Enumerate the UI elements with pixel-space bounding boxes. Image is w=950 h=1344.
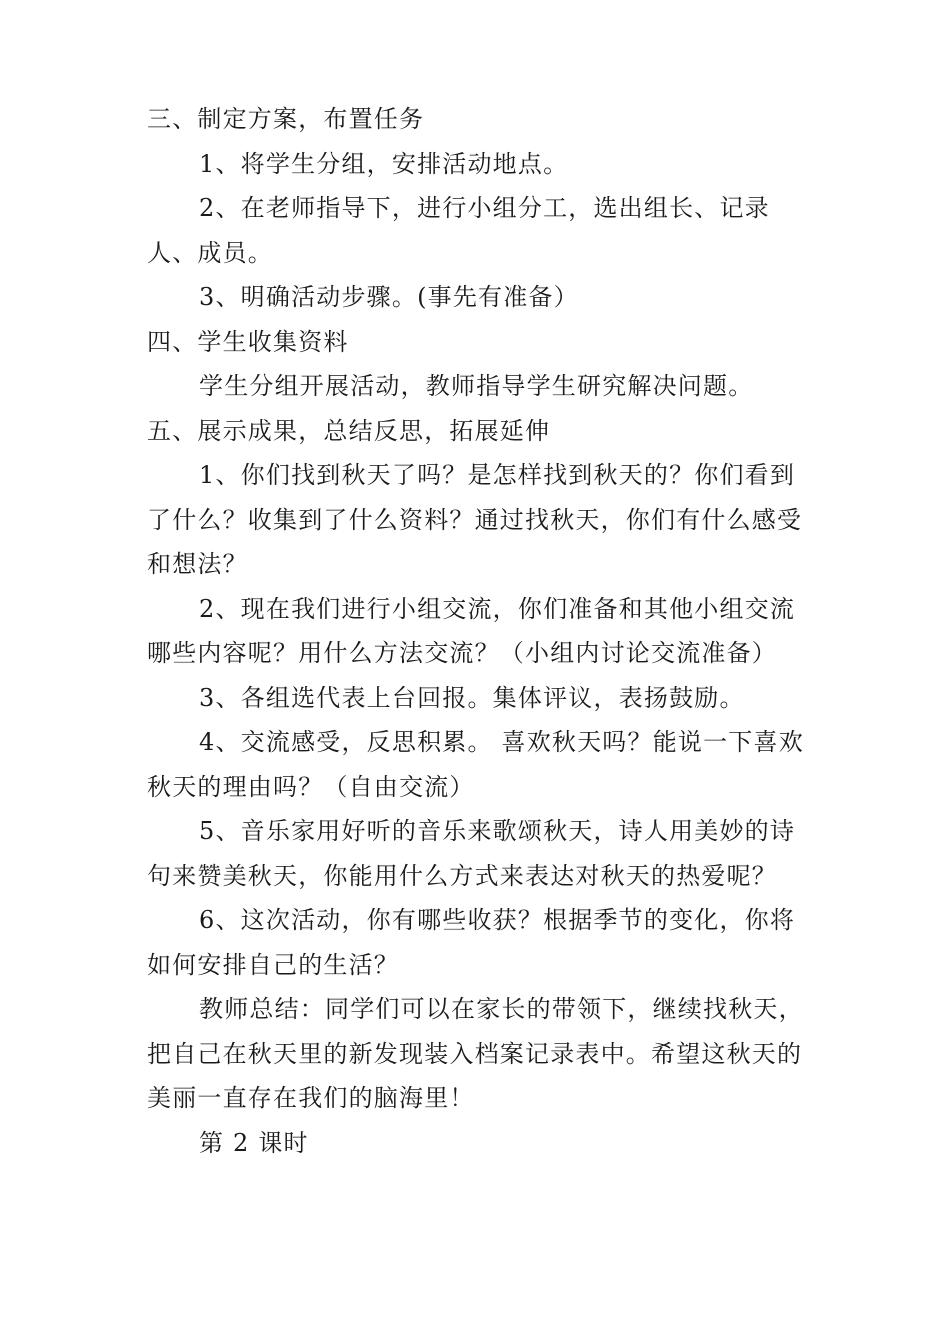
paragraph-teacher-summary: 教师总结：同学们可以在家长的带领下，继续找秋天，把自己在秋天里的新发现装入档案记录表中。希望这秋天的美丽一直存在我们的脑海里！	[147, 995, 804, 1112]
paragraph-question-3: 3、各组选代表上台回报。集体评议，表扬鼓励。	[199, 683, 745, 712]
paragraph-question-1: 1、你们找到秋天了吗？是怎样找到秋天的？你们看到了什么？收集到了什么资料？通过找秋天，你们有什么感受和想法？	[147, 461, 803, 578]
paragraph-item-2: 2、在老师指导下，进行小组分工，选出组长、记录人、成员。	[147, 194, 770, 267]
section-heading-5: 五、展示成果，总结反思，拓展延伸	[147, 416, 551, 445]
paragraph-question-6: 6、这次活动，你有哪些收获？根据季节的变化，你将如何安排自己的生活？	[147, 906, 796, 979]
paragraph-item-3: 3、明确活动步骤。(事先有准备）	[199, 283, 579, 311]
paragraph-collect-materials: 学生分组开展活动，教师指导学生研究解决问题。	[199, 372, 754, 400]
paragraph-item-1: 1、将学生分组，安排活动地点。	[199, 149, 569, 178]
section-heading-4: 四、学生收集资料	[147, 327, 349, 356]
document-body	[147, 97, 812, 1165]
lesson-period-label: 第 2 课时	[199, 1128, 309, 1157]
paragraph-question-5: 5、音乐家用好听的音乐来歌颂秋天，诗人用美妙的诗句来赞美秋天，你能用什么方式来表达对秋天的热爱呢？	[147, 817, 796, 890]
paragraph-question-2: 2、现在我们进行小组交流，你们准备和其他小组交流哪些内容呢？用什么方法交流？（小组内讨论交流准备）	[147, 594, 796, 667]
paragraph-question-4: 4、交流感受，反思积累。 喜欢秋天吗？能说一下喜欢秋天的理由吗？（自由交流）	[147, 728, 804, 801]
section-heading-3: 三、制定方案，布置任务	[147, 105, 425, 133]
